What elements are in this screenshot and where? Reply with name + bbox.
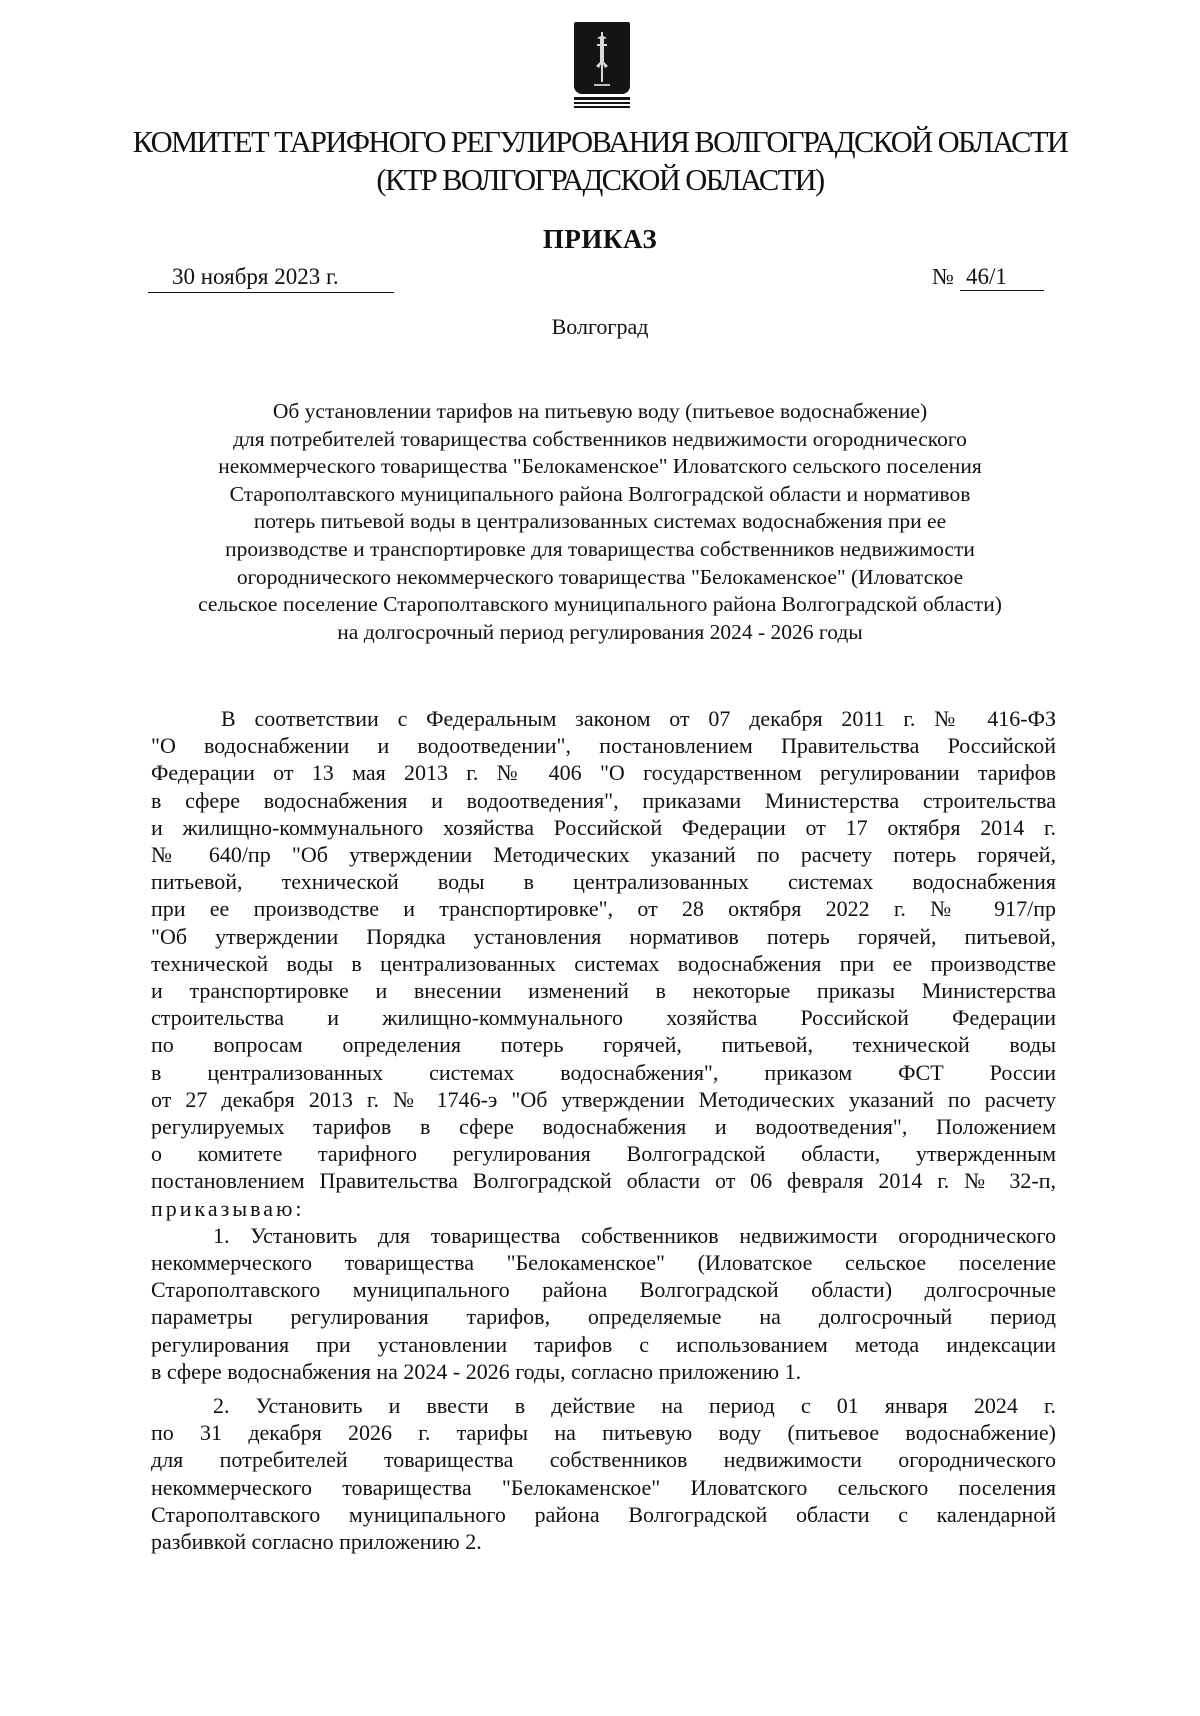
coat-of-arms-icon (574, 22, 630, 108)
title-line: Об установлении тарифов на питьевую воду (питьевое водоснабжение) (272, 399, 928, 423)
body-line: о комитете тарифного регулирования Волгоградской области, утвержденным (151, 1141, 1056, 1167)
document-number: 46/1 (960, 264, 1044, 291)
body-line: технической воды в централизованных системах водоснабжения при ее производстве (151, 950, 1056, 976)
emblem-figure-icon (574, 22, 630, 94)
emblem-stripe (574, 97, 630, 100)
document-title (150, 398, 1050, 646)
body-line: строительства и жилищно-коммунального хозяйства Российской Федерации (151, 1005, 1056, 1031)
body-line: 2. Установить и ввести в действие на период с 01 января 2024 г. (213, 1393, 1056, 1419)
order-word: приказываю: (151, 1195, 305, 1221)
document-city: Волгоград (551, 314, 649, 339)
body-line: в сфере водоснабжения и водоотведения", приказами Министерства строительства (151, 787, 1056, 813)
title-line: огороднического некоммерческого товарищества "Белокаменское" (Иловатское (236, 564, 964, 589)
body-line: Старополтавского муниципального района Волгоградской области с календарной (151, 1501, 1056, 1527)
body-line: "О водоснабжении и водоотведении", постановлением Правительства Российской (151, 733, 1056, 759)
body-line: параметры регулирования тарифов, определяемые на долгосрочный период (151, 1304, 1056, 1330)
body-line: в централизованных системах водоснабжения", приказом ФСТ России (151, 1059, 1056, 1085)
body-line: Старополтавского муниципального района Волгоградской области) долгосрочные (151, 1277, 1056, 1303)
body-line: питьевой, технической воды в централизованных системах водоснабжения (151, 869, 1056, 895)
body-line: при ее производстве и транспортировке", от 28 октября 2022 г. № 917/пр (151, 896, 1056, 922)
paragraph-gap (151, 1385, 1056, 1392)
body-line: Федерации от 13 мая 2013 г. № 406 "О государственном регулировании тарифов (151, 760, 1056, 786)
body-line: для потребителей товарищества собственников недвижимости огороднического (151, 1447, 1056, 1473)
title-line: Старополтавского муниципального района Волгоградской области и нормативов (229, 481, 971, 506)
title-line: производстве и транспортировке для товарищества собственников недвижимости (225, 536, 975, 561)
body-line: и транспортировке и внесении изменений в некоторые приказы Министерства (151, 978, 1056, 1004)
body-line: постановлением Правительства Волгоградской области от 06 февраля 2014 г. № 32-п, (151, 1168, 1056, 1194)
body-line: некоммерческого товарищества "Белокаменское" Иловатского сельского поселения (151, 1474, 1056, 1500)
emblem-stripe (574, 106, 630, 108)
body-line: и жилищно-коммунального хозяйства Российской Федерации от 17 октября 2014 г. (151, 814, 1056, 840)
body-line: регулирования при установлении тарифов с использованием метода индексации (151, 1331, 1056, 1357)
body-line: регулируемых тарифов в сфере водоснабжения и водоотведения", Положением (151, 1114, 1056, 1140)
body-line: от 27 декабря 2013 г. № 1746-э "Об утверждении Методических указаний по расчету (151, 1086, 1056, 1112)
preamble-paragraph (151, 705, 1056, 1222)
body-line: в сфере водоснабжения на 2024 - 2026 годы, согласно приложению 1. (151, 1358, 802, 1384)
number-sign: № (932, 264, 954, 289)
body-line: "Об утверждении Порядка установления нормативов потерь горячей, питьевой, (151, 923, 1056, 949)
title-line: для потребителей товарищества собственников недвижимости огороднического (233, 426, 967, 451)
clause-1 (151, 1222, 1056, 1385)
document-type: ПРИКАЗ (542, 224, 658, 254)
clause-2 (151, 1392, 1056, 1555)
title-line: потерь питьевой воды в централизованных системах водоснабжения при ее (253, 509, 947, 534)
body-line: разбивкой согласно приложению 2. (151, 1529, 482, 1555)
title-line: сельское поселение Старополтавского муниципального района Волгоградской области) (198, 592, 1002, 617)
body-line: по 31 декабря 2026 г. тарифы на питьевую воду (питьевое водоснабжение) (151, 1420, 1056, 1446)
title-line: на долгосрочный период регулирования 2024 - 2026 годы (337, 619, 863, 644)
organization-short-name: (КТР ВОЛГОГРАДСКОЙ ОБЛАСТИ) (376, 163, 824, 197)
document-date: 30 ноября 2023 г. (148, 264, 394, 293)
emblem-shield (574, 22, 630, 94)
emblem-stripe (574, 102, 630, 104)
document-number-field (932, 264, 1050, 291)
body-line: по вопросам определения потерь горячей, питьевой, технической воды (151, 1032, 1056, 1058)
body-line: В соответствии с Федеральным законом от 07 декабря 2011 г. № 416-ФЗ (221, 706, 1056, 731)
body-line: № 640/пр "Об утверждении Методических указаний по расчету потерь горячей, (151, 842, 1056, 868)
organization-name: КОМИТЕТ ТАРИФНОГО РЕГУЛИРОВАНИЯ ВОЛГОГРАДСКОЙ ОБЛАСТИ (132, 125, 1068, 159)
body-line: 1. Установить для товарищества собственников недвижимости огороднического (213, 1222, 1056, 1248)
title-line: некоммерческого товарищества "Белокаменское" Иловатского сельского поселения (218, 454, 982, 479)
body-line: некоммерческого товарищества "Белокаменское" (Иловатское сельское поселение (151, 1250, 1056, 1276)
document-body (151, 705, 1056, 1555)
